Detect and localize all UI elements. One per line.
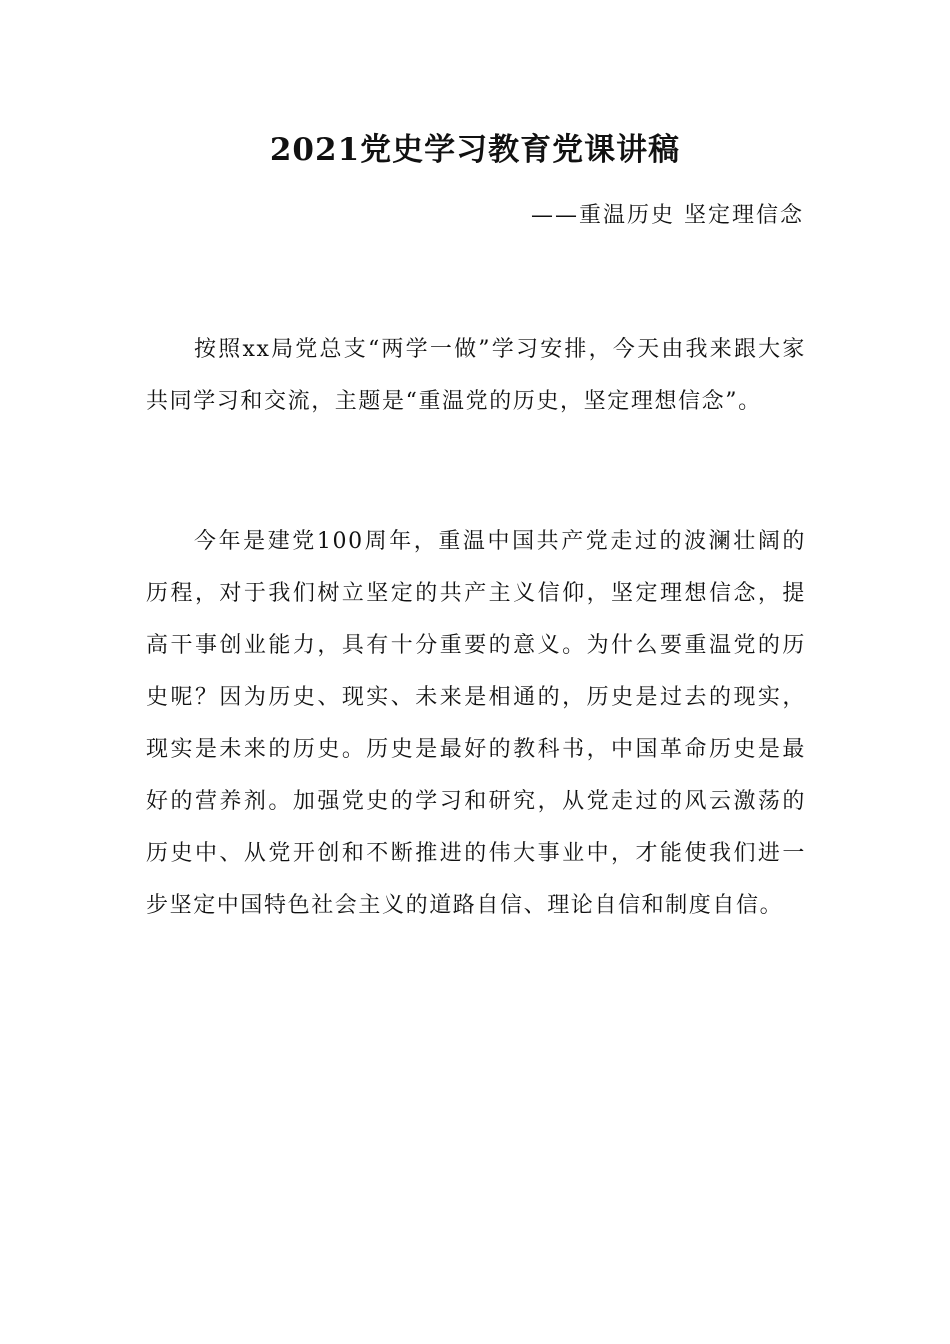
- document-subtitle: ——重温历史 坚定理信念: [531, 203, 804, 228]
- paragraph-intro: 按照xx局党总支“两学一做”学习安排，今天由我来跟大家共同学习和交流，主题是“重温党的历史，坚定理想信念”。: [146, 337, 806, 414]
- document-title: 2021党史学习教育党课讲稿: [269, 132, 681, 168]
- document-body: [146, 324, 806, 932]
- paragraph-main: 今年是建党100周年，重温中国共产党走过的波澜壮阔的历程，对于我们树立坚定的共产主义信仰，坚定理想信念，提高干事创业能力，具有十分重要的意义。为什么要重温党的历史呢？因为历史、现实、未来是相通的，历史是过去的现实，现实是未来的历史。历史是最好的教科书，中国革命历史是最好的营养剂。加强党史的学习和研究，从党走过的风云激荡的历史中、从党开创和不断推进的伟大事业中，才能使我们进一步坚定中国特色社会主义的道路自信、理论自信和制度自信。: [146, 529, 806, 918]
